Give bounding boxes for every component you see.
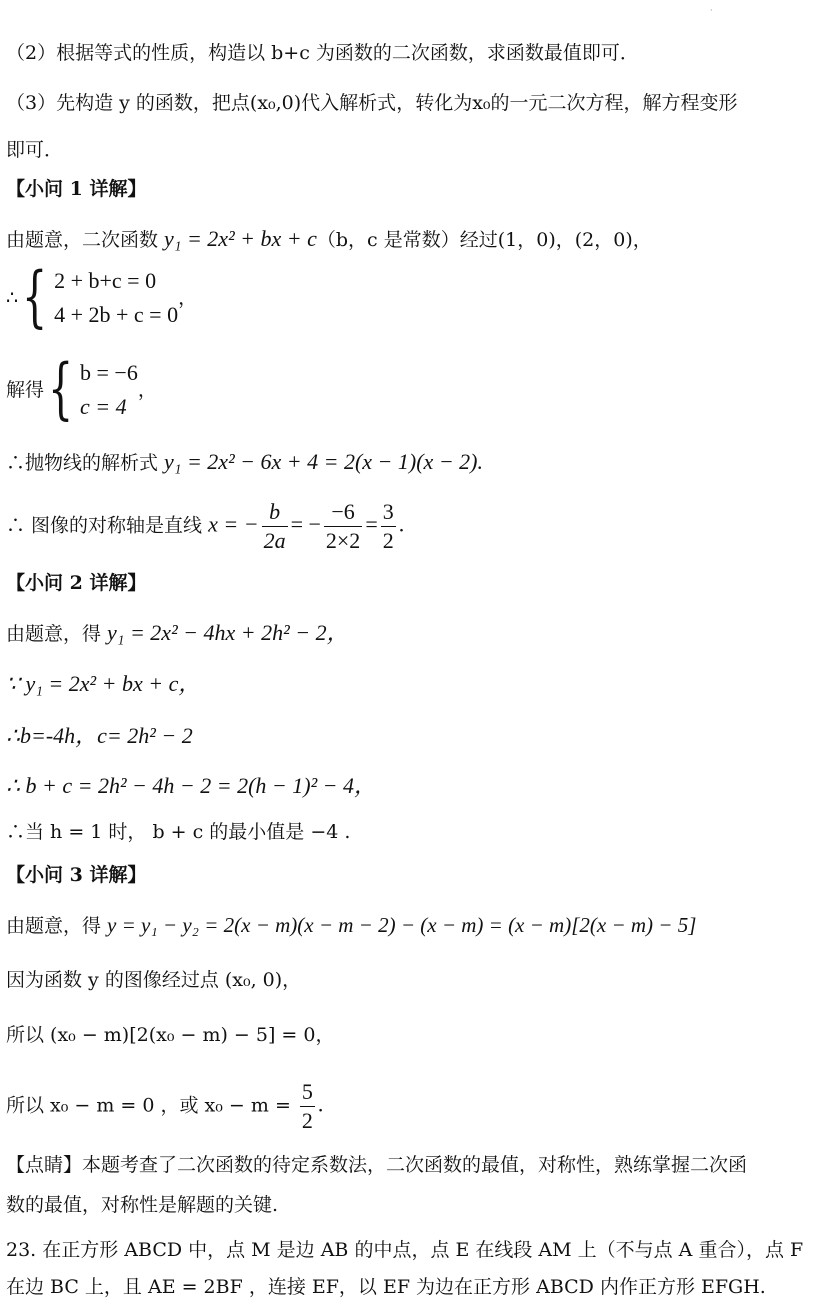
text-line (6, 226, 652, 252)
text-line: 所以 (x₀ − m)[2(x₀ − m) − 5] = 0， (6, 1024, 335, 1046)
text-span: 由题意，得 (6, 623, 108, 645)
math-line: ∴ b + c = 2h² − 4h − 2 = 2(h − 1)² − 4， (6, 773, 377, 798)
text-line: 23. 在正方形 ABCD 中，点 M 是边 AB 的中点，点 E 在线段 AM 上（不与点 A 重合），点 F (6, 1239, 804, 1261)
text-line: 在边 BC 上，且 AE = 2BF ，连接 EF，以 EF 为边在正方形 ABCD 内作正方形 EFGH. (6, 1276, 766, 1298)
text-line: 数的最值，对称性是解题的关键. (6, 1194, 279, 1216)
text-line (6, 1078, 323, 1135)
equation-system (6, 258, 198, 335)
scan-mark: · (710, 6, 713, 15)
text-span: （b，c 是常数）经过(1，0)，(2，0)， (316, 229, 652, 251)
text-span: 解得 (6, 378, 45, 401)
math-expression: x = − (208, 511, 259, 537)
text-line (6, 913, 696, 938)
text-line: 【点睛】本题考查了二次函数的待定系数法，二次函数的最值，对称性，熟练掌握二次函 (6, 1154, 748, 1176)
equation-row: b = −6 (80, 360, 138, 385)
math-line: ∵ y₁ = 2x² + bx + c， (6, 671, 201, 696)
text-line (6, 449, 483, 475)
text-line: （3）先构造 y 的函数，把点(x₀,0)代入解析式，转化为x₀的一元二次方程，解方程变形 (6, 92, 738, 114)
text-span: ∴ 图像的对称轴是直线 (6, 514, 209, 537)
equation-system (6, 350, 157, 427)
fraction-denominator: 2a (263, 528, 286, 553)
math-expression: = (365, 511, 378, 537)
brace-icon: { (22, 258, 48, 335)
section-heading: 【小问 1 详解】 (6, 178, 147, 200)
text-line: 即可． (6, 139, 64, 161)
therefore-symbol: ∴ (6, 286, 19, 309)
text-span: 由题意，得 (6, 915, 108, 937)
fraction-denominator: 2 (301, 1108, 313, 1133)
fraction-denominator: 2 (382, 528, 394, 553)
math-expression: = − (290, 511, 321, 537)
fraction-numerator: −6 (331, 499, 355, 524)
fraction-numerator: 3 (382, 499, 394, 524)
fraction-numerator: 5 (301, 1079, 313, 1104)
text-span: 所以 x₀ − m = 0 ，或 x₀ − m = (6, 1094, 297, 1117)
punctuation: . (398, 511, 405, 537)
math-expression: y₁ = 2x² − 4hx + 2h² − 2， (107, 620, 349, 645)
punctuation: . (317, 1091, 324, 1117)
math-expression: y₁ = 2x² + bx + c (164, 226, 317, 251)
text-line: （2）根据等式的性质，构造以 b+c 为函数的二次函数，求函数最值即可． (6, 42, 639, 64)
text-span: 由题意，二次函数 (6, 229, 165, 251)
equation-row: 4 + 2b + c = 0 (54, 302, 179, 327)
brace-icon: { (48, 350, 74, 427)
punctuation: ， (178, 286, 198, 309)
fraction-denominator: 2×2 (325, 528, 361, 553)
text-line (6, 620, 349, 646)
text-line: 因为函数 y 的图像经过点 (x₀, 0)， (6, 969, 302, 991)
math-line: ∴b=-4h，c= 2h² − 2 (6, 723, 193, 748)
fraction-numerator: b (269, 499, 281, 524)
equation-row: 2 + b+c = 0 (54, 268, 157, 293)
text-line: ∴当 h = 1 时， b + c 的最小值是 −4 . (6, 821, 351, 843)
text-span: ∴抛物线的解析式 (6, 452, 165, 474)
equation-row: c = 4 (80, 394, 127, 419)
math-expression: y₁ = 2x² − 6x + 4 = 2(x − 1)(x − 2). (164, 449, 483, 474)
section-heading: 【小问 3 详解】 (6, 864, 147, 886)
section-heading: 【小问 2 详解】 (6, 572, 147, 594)
text-line (6, 498, 404, 555)
punctuation: ， (137, 378, 157, 401)
math-expression: y = y₁ − y₂ = 2(x − m)(x − m − 2) − (x − m) = (x − m)[2(x − m) − 5] (107, 913, 697, 937)
